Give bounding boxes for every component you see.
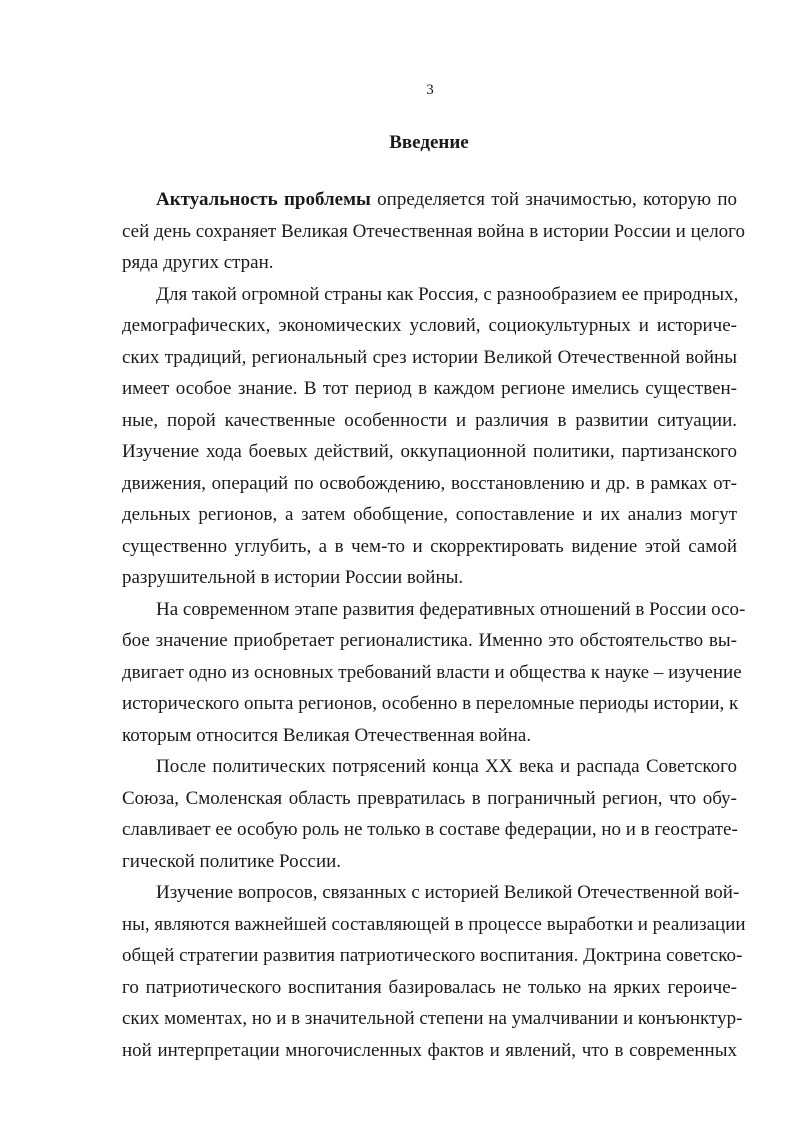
text-line: го патриотического воспитания базировалась не только на ярких героиче- — [122, 976, 737, 998]
text-line: Для такой огромной страны как Россия, с разнообразием ее природных, — [156, 283, 739, 305]
text-line: гической политике России. — [122, 850, 342, 872]
body-text — [122, 184, 746, 1066]
text-line: ских традиций, региональный срез истории Великой Отечественной войны — [122, 346, 737, 368]
text-line: Союза, Смоленская область превратилась в пограничный регион, что обу- — [122, 787, 737, 809]
lead-bold-phrase: Актуальность проблемы — [156, 189, 371, 210]
text-line: демографических, экономических условий, социокультурных и историче- — [122, 315, 737, 336]
text-line: имеет особое знание. В тот период в каждом регионе имелись существен- — [122, 378, 737, 399]
text-line: славливает ее особую роль не только в составе федерации, но и в геострате- — [122, 819, 738, 840]
text-line: существенно углубить, а в чем-то и скорректировать видение этой самой — [122, 535, 737, 557]
text-line: дельных регионов, а затем обобщение, сопоставление и их анализ могут — [122, 504, 737, 525]
text-line: ной интерпретации многочисленных фактов и явлений, что в современных — [122, 1039, 737, 1061]
text-line: исторического опыта регионов, особенно в переломные периоды истории, к — [122, 693, 739, 714]
text-line: После политических потрясений конца XX века и распада Советского — [156, 756, 737, 777]
text-line: общей стратегии развития патриотического воспитания. Доктрина советско- — [122, 945, 743, 966]
text-line: ряда других стран. — [122, 252, 274, 273]
text-line: ные, порой качественные особенности и различия в развитии ситуации. — [122, 409, 737, 431]
text-line: которым относится Великая Отечественная война. — [122, 724, 532, 746]
section-heading: Введение — [389, 132, 469, 153]
text-line: двигает одно из основных требований власти и общества к науке – изучение — [122, 661, 742, 683]
text-line: разрушительной в истории России войны. — [122, 567, 464, 588]
text-line: ских моментах, но и в значительной степени на умалчивании и конъюнктур- — [122, 1008, 743, 1029]
text-line: движения, операций по освобождению, восстановлению и др. в рамках от- — [122, 472, 737, 494]
page-number: 3 — [426, 82, 434, 98]
text-line: Изучение вопросов, связанных с историей Великой Отечественной вой- — [156, 882, 740, 903]
text-line: ны, являются важнейшей составляющей в процессе выработки и реализации — [122, 913, 746, 935]
text-line: Изучение хода боевых действий, оккупационной политики, партизанского — [122, 441, 737, 462]
text-line: сей день сохраняет Великая Отечественная война в истории России и целого — [122, 220, 746, 242]
text-line: Актуальность проблемы определяется той значимостью, которую по — [156, 189, 738, 210]
text-line: бое значение приобретает регионалистика. Именно это обстоятельство вы- — [122, 630, 737, 651]
text-line: На современном этапе развития федеративных отношений в России осо- — [156, 598, 746, 620]
